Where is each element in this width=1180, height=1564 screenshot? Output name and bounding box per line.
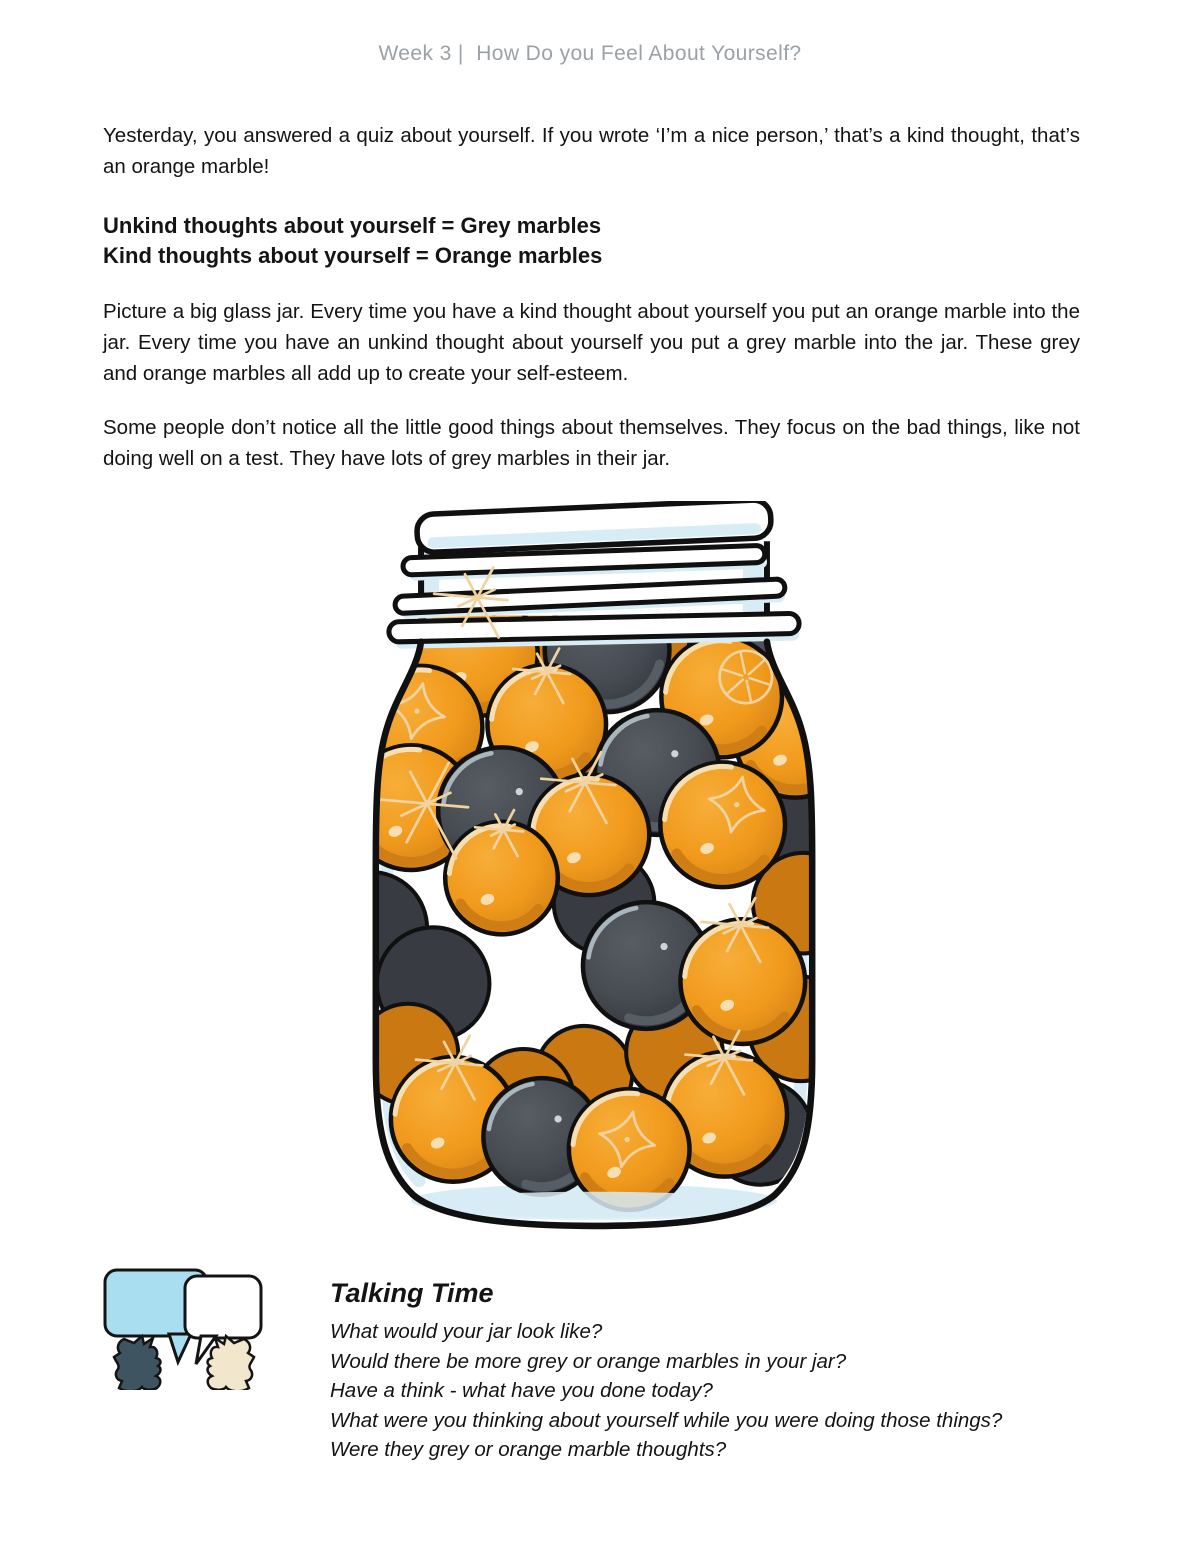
marble-jar-illustration [372, 501, 816, 1240]
talking-time-icon [99, 1262, 269, 1390]
talking-time-question: Have a think - what have you done today? [330, 1379, 713, 1402]
talking-time-question: What would your jar look like? [330, 1320, 603, 1343]
jar-explanation-paragraph: Picture a big glass jar. Every time you have a kind thought about yourself you put an orange marble into the jar. Every time you have an unkind thought about yourself you put a grey marble into the jar. These grey and orange marbles all add up to create your self-esteem. [103, 300, 1080, 385]
talking-time-section [330, 1278, 1090, 1465]
page-header: Week 3 | How Do you Feel About Yourself? [378, 42, 802, 65]
talking-time-question: What were you thinking about yourself while you were doing those things? [330, 1408, 1003, 1432]
rule-grey-marbles: Unkind thoughts about yourself = Grey marbles [103, 213, 602, 238]
talking-time-title: Talking Time [330, 1278, 494, 1308]
talking-time-question: Were they grey or orange marble thoughts? [330, 1438, 727, 1461]
marble-jar-svg [372, 501, 816, 1240]
rule-orange-marbles: Kind thoughts about yourself = Orange marbles [103, 243, 603, 268]
talking-heads-icon [99, 1262, 269, 1390]
marble-rules [103, 211, 1080, 271]
talking-time-question: Would there be more grey or orange marbles in your jar? [330, 1349, 847, 1373]
grey-marbles-paragraph: Some people don’t notice all the little good things about themselves. They focus on the bad things, like not doing well on a test. They have lots of grey marbles in their jar. [103, 416, 1080, 470]
intro-paragraph: Yesterday, you answered a quiz about yourself. If you wrote ‘I’m a nice person,’ that’s a kind thought, that’s an orange marble! [103, 124, 1080, 178]
